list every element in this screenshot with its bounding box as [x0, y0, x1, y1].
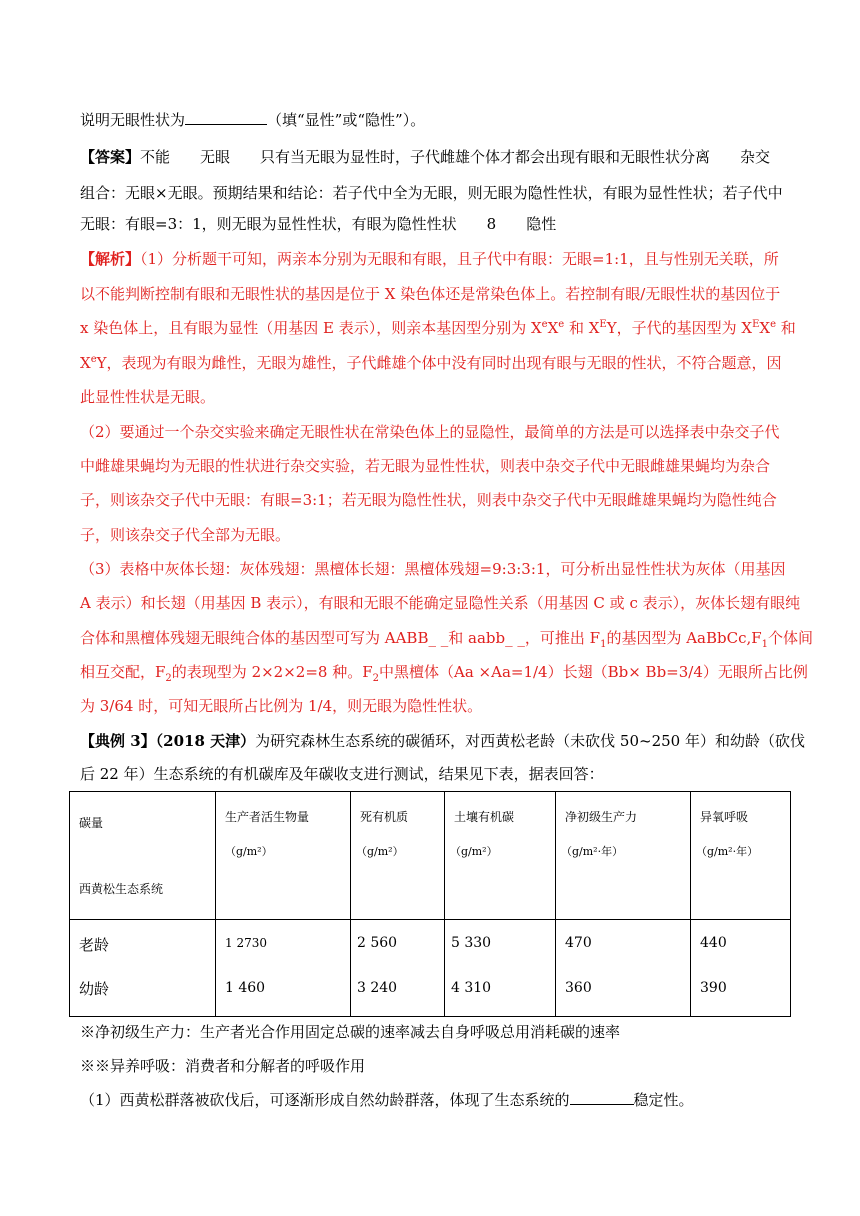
subscript-2: 2	[372, 673, 379, 684]
note-line-2	[80, 1055, 790, 1077]
analysis-p3-l2: A 表示）和长翅（用基因 B 表示），有眼和无眼不能确定显隐性关系（用基因 C 或 c 表示），灰体长翅有眼纯	[80, 594, 801, 612]
analysis-p3-line-4	[80, 661, 808, 684]
example-source: （2018 天津）	[155, 732, 256, 750]
column-unit: （g/m²）	[450, 845, 498, 858]
example-label: 【典例 3】	[80, 732, 156, 750]
cell-value: 3 240	[357, 980, 398, 996]
answer-line-2	[80, 182, 790, 204]
analysis-line-5	[80, 386, 790, 408]
column-unit: （g/m²）	[356, 845, 404, 858]
analysis-p2-l2: 中雌雄果蝇均为无眼的性状进行杂交实验，若无眼为显性性状，则表中杂交子代中无眼雌雄果蝇均为杂合	[80, 457, 771, 475]
example-text-1: 为研究森林生态系统的碳循环，对西黄松老龄（未砍伐 50~250 年）和幼龄（砍伐	[255, 732, 805, 750]
answer-blank	[185, 108, 267, 125]
analysis-p1-l3a: x 染色体上，且有眼为显性（用基因 E 表示），则亲本基因型分别为 X	[80, 319, 542, 337]
corner-top-label: 碳量	[79, 816, 104, 830]
analysis-line-3: x 染色体上，且有眼为显性（用基因 E 表示），则亲本基因型分别为 XeXe 和 $X^EY$，子代的基因型为 $X^EXe$ 和	[80, 319, 796, 337]
subscript-1: 1	[761, 639, 769, 650]
table-header-row	[70, 792, 791, 920]
table-header-cell	[216, 792, 351, 920]
row-label-young: 幼龄	[79, 980, 110, 998]
answer-text-1: 不能 无眼 只有当无眼为显性时，子代雌雄个体才都会出现有眼和无眼性状分离 杂交	[140, 148, 771, 166]
analysis-p1-l2: 以不能判断控制有眼和无眼性状的基因是位于 X 染色体还是常染色体上。若控制有眼/无眼性状的基因位于	[80, 285, 781, 303]
superscript-E: E	[599, 319, 607, 330]
example-text-2: 后 22 年）生态系统的有机碳库及年碳收支进行测试，结果见下表，据表回答：	[80, 765, 604, 783]
analysis-line-2	[80, 283, 790, 305]
column-name: 生产者活生物量	[225, 810, 310, 824]
analysis-p1-l3b: 和 X	[564, 319, 600, 337]
cell-value: 5 330	[451, 935, 492, 951]
cell-value: 390	[700, 980, 727, 996]
question-1-line	[80, 1088, 790, 1111]
example-line-1	[80, 730, 805, 752]
table-header-cell	[556, 792, 691, 920]
analysis-p2-l4: 子，则该杂交子代全部为无眼。	[80, 526, 291, 544]
analysis-p2-line-4	[80, 524, 790, 546]
intro-hint: （填“显性”或“隐性”）。	[267, 111, 426, 129]
table-cell	[445, 920, 556, 1017]
analysis-p1-l3d: 和	[776, 319, 796, 337]
table-cell	[691, 920, 791, 1017]
subscript-2: 2	[165, 673, 172, 684]
table-corner-cell	[70, 792, 216, 920]
corner-bottom-label: 西黄松生态系统	[79, 882, 164, 896]
cell-value: 1 2730	[225, 936, 267, 950]
table-header-cell	[445, 792, 556, 920]
cell-value: 360	[565, 980, 592, 996]
row-label-cell	[70, 920, 216, 1017]
answer-line-1	[80, 146, 790, 168]
analysis-p3-l3c: 个体间	[768, 629, 814, 647]
analysis-p3-line-5	[80, 695, 790, 717]
note-line-1	[80, 1021, 790, 1043]
intro-text: 说明无眼性状为	[80, 111, 186, 129]
superscript-e: e	[770, 319, 777, 330]
question-1-tail: 稳定性。	[633, 1091, 694, 1109]
analysis-p2-line-1	[80, 421, 790, 443]
analysis-p3-l4b: 的表现型为 2×2×2=8 种。F	[171, 663, 373, 681]
note-2: ※※异养呼吸：消费者和分解者的呼吸作用	[80, 1057, 366, 1075]
analysis-p3-l4c: 中黑檀体（Aa ×Aa=1/4）长翅（Bb× Bb=3/4）无眼所占比例	[379, 663, 808, 681]
analysis-p2-l3: 子，则该杂交子代中无眼：有眼=3:1；若无眼为隐性性状，则表中杂交子代中无眼雌雄果蝇均为隐性纯合	[80, 491, 777, 509]
question-1-text: （1）西黄松群落被砍伐后，可逐渐形成自然幼龄群落，体现了生态系统的	[80, 1091, 570, 1109]
table-row	[70, 920, 791, 1017]
intro-line	[80, 108, 790, 131]
analysis-p3-line-1	[80, 558, 790, 580]
analysis-line-1	[80, 248, 790, 270]
analysis-p1-l1: （1）分析题干可知，两亲本分别为无眼和有眼，且子代中有眼：无眼=1:1，且与性别无关联，所	[140, 250, 779, 268]
column-unit: （g/m²·年）	[561, 845, 624, 858]
carbon-table	[69, 791, 791, 1017]
cell-value: 440	[700, 935, 727, 951]
analysis-label: 【解析】	[80, 250, 141, 268]
question-1-blank	[570, 1088, 634, 1105]
cell-value: 2 560	[357, 935, 398, 951]
column-name: 死有机质	[360, 810, 409, 824]
cell-value: 470	[565, 935, 592, 951]
column-name: 土壤有机碳	[454, 810, 515, 824]
analysis-p3-l4a: 相互交配，F	[80, 663, 166, 681]
analysis-line-4: XeY，表现为有眼为雌性，无眼为雄性，子代雌雄个体中没有同时出现有眼与无眼的性状，不符合题意，因	[80, 354, 782, 372]
analysis-p1-l5: 此显性性状是无眼。	[80, 388, 216, 406]
analysis-p3-line-2	[80, 592, 801, 614]
table-cell	[556, 920, 691, 1017]
analysis-p3-l3a: 合体和黑檀体残翅无眼纯合体的基因型可写为 AABB_ _和 aabb_ _，可推出 F	[80, 629, 601, 647]
analysis-p2-line-2	[80, 455, 790, 477]
superscript-e: e	[90, 354, 97, 365]
superscript-e: e	[541, 319, 548, 330]
analysis-p1-l4: Y，表现为有眼为雌性，无眼为雄性，子代雌雄个体中没有同时出现有眼与无眼的性状，不符合题意，因	[96, 354, 782, 372]
answer-line-3	[80, 213, 790, 235]
analysis-p3-l1: （3）表格中灰体长翅：灰体残翅：黑檀体长翅：黑檀体残翅=9:3:3:1，可分析出显性性状为灰体（用基因	[80, 560, 786, 578]
cell-value: 4 310	[451, 980, 492, 996]
superscript-e: e	[558, 319, 565, 330]
superscript-E: E	[752, 319, 760, 330]
subscript-1: 1	[600, 639, 607, 650]
cell-value: 1 460	[225, 980, 266, 996]
analysis-p3-l3b: 的基因型为 AaBbCc,F	[606, 629, 762, 647]
column-unit: （g/m²）	[225, 845, 273, 858]
answer-text-2: 组合：无眼×无眼。预期结果和结论：若子代中全为无眼，则无眼为隐性性状，有眼为显性性状；若子代中	[80, 184, 783, 202]
table-header-cell	[691, 792, 791, 920]
analysis-p3-line-3	[80, 627, 814, 650]
row-label-old: 老龄	[79, 936, 110, 954]
answer-label: 【答案】	[80, 148, 141, 166]
analysis-p3-l5: 为 3/64 时，可知无眼所占比例为 1/4，则无眼为隐性性状。	[80, 697, 483, 715]
analysis-p1-l3c: Y，子代的基因型为 X	[606, 319, 753, 337]
answer-text-3: 无眼：有眼=3：1，则无眼为显性性状，有眼为隐性性状 8 隐性	[80, 215, 557, 233]
analysis-p2-line-3	[80, 489, 790, 511]
table-cell	[351, 920, 445, 1017]
example-line-2	[80, 763, 790, 785]
column-unit: （g/m²·年）	[696, 845, 759, 858]
table-header-cell	[351, 792, 445, 920]
table-cell	[216, 920, 351, 1017]
note-1: ※净初级生产力：生产者光合作用固定总碳的速率减去自身呼吸总用消耗碳的速率	[80, 1023, 621, 1041]
column-name: 净初级生产力	[565, 810, 638, 824]
analysis-p2-l1: （2）要通过一个杂交实验来确定无眼性状在常染色体上的显隐性，最简单的方法是可以选择表中杂交子代	[80, 423, 780, 441]
column-name: 异氧呼吸	[700, 810, 749, 824]
